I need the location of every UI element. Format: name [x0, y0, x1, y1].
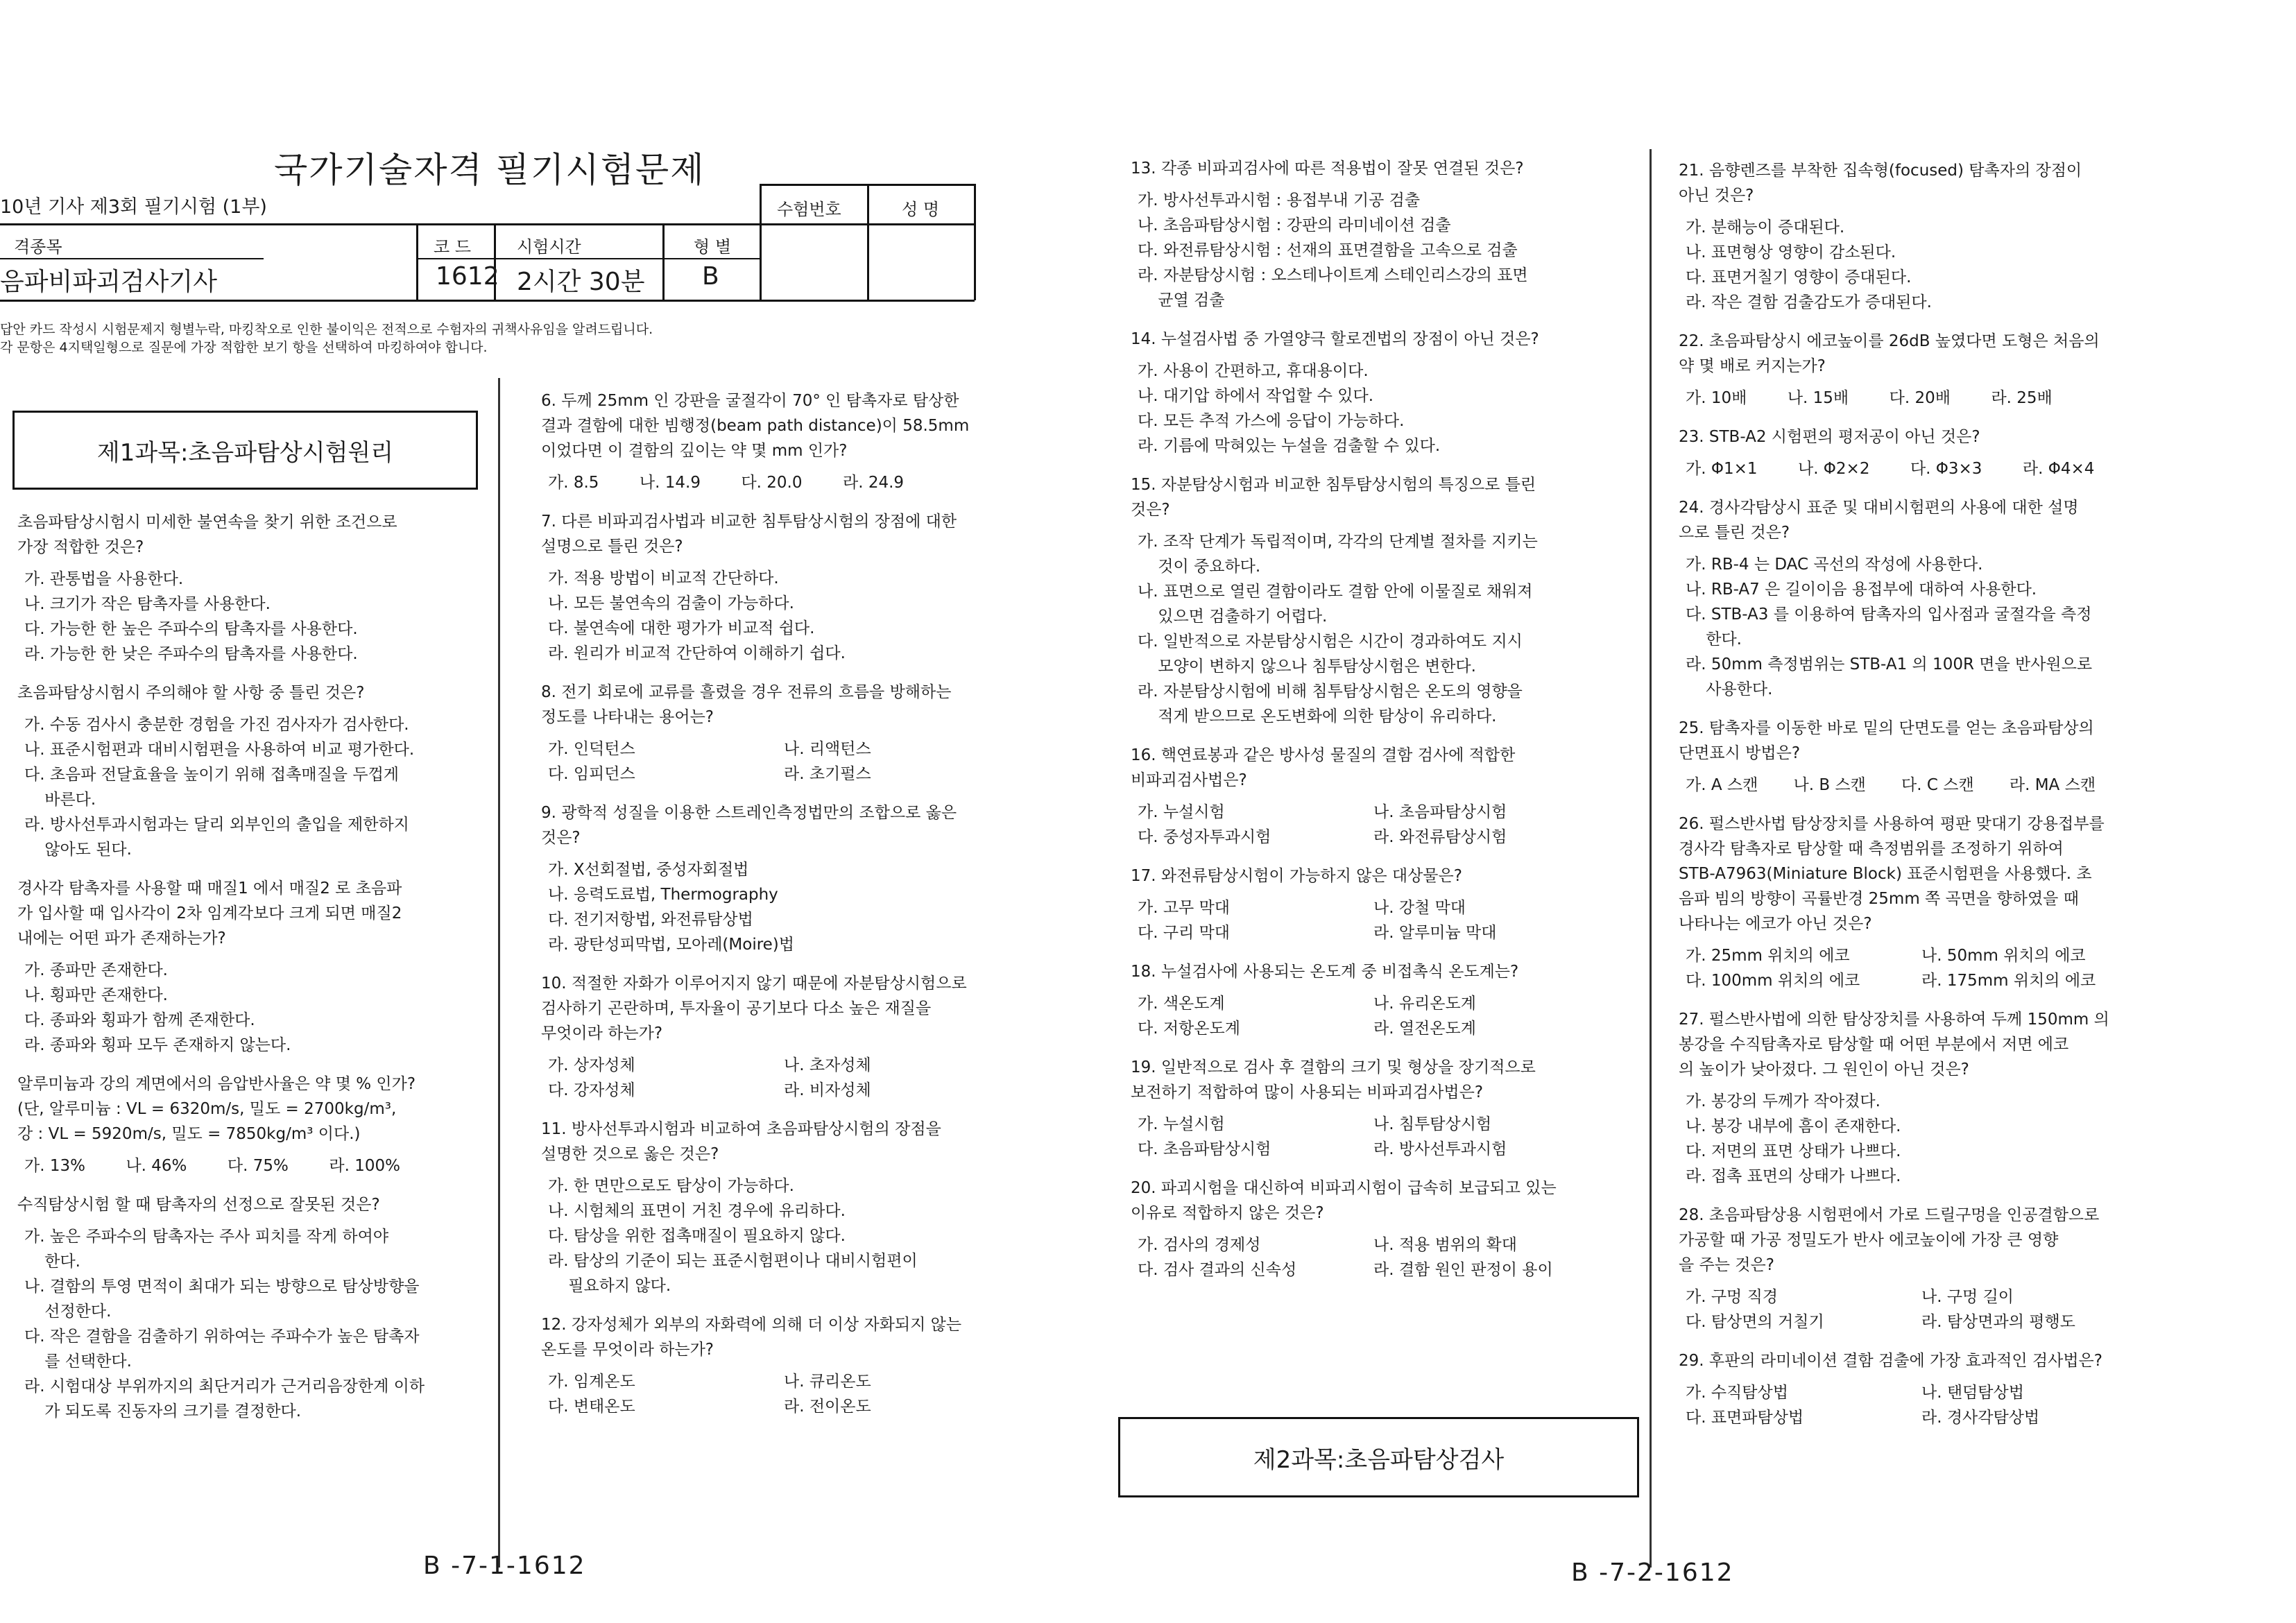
answer-option: 나. 봉강 내부에 흠이 존재한다. [1686, 1117, 1901, 1135]
answer-option: 다. 불연속에 대한 평가가 비교적 쉽다. [548, 619, 815, 637]
answer-option: 라. 175mm 위치의 에코 [1921, 972, 2096, 990]
answer-option: 한다. [24, 1253, 80, 1271]
question-item [541, 971, 1040, 1117]
answer-option: 가. 높은 주파수의 탐촉자는 주사 피치를 작게 하여야 [24, 1228, 389, 1246]
answer-option: 나. 구멍 길이 [1921, 1288, 2014, 1306]
answer-option: 다. 표면파탐상법 [1686, 1409, 1804, 1427]
question-stem-line: 7. 다른 비파괴검사법과 비교한 침투탐상시험의 장점에 대한 [541, 513, 957, 531]
question-item [17, 876, 489, 1072]
answer-option: 다. 탐상면의 거칠기 [1686, 1313, 1824, 1331]
answer-option: 가 되도록 진동자의 크기를 결정한다. [24, 1402, 302, 1420]
answer-option: 다. 모든 추적 가스에 응답이 가능하다. [1138, 412, 1405, 430]
answer-option: 다. 임피던스 [548, 765, 635, 783]
answer-option: 사용한다. [1686, 680, 1773, 698]
table-rule [760, 184, 762, 300]
answer-option: 다. 와전류탐상시험 : 선재의 표면결함을 고속으로 검출 [1138, 241, 1518, 259]
page2-footer: B -7-2-1612 [1571, 1558, 1734, 1587]
answer-option: 다. 저항온도계 [1138, 1020, 1240, 1038]
answer-option: 필요하지 않다. [548, 1277, 671, 1295]
answer-option: 다. 초음파 전달효율을 높이기 위해 접촉매질을 두껍게 [24, 766, 399, 784]
answer-option-row [1131, 825, 1634, 850]
answer-option: 나. 크기가 작은 탐촉자를 사용한다. [24, 595, 271, 613]
answer-option-row [1131, 895, 1634, 920]
answer-option: 균열 검출 [1138, 291, 1225, 309]
section2-title [1118, 1417, 1639, 1497]
section1-title [12, 411, 478, 490]
answer-option: 있으면 검출하기 어렵다. [1138, 608, 1328, 626]
answer-option: 한다. [1686, 630, 1742, 649]
question-stem-line: 강 : VL = 5920m/s, 밀도 = 7850kg/m³ 이다.) [17, 1125, 361, 1143]
answer-option: 라. 자분탐상시험에 비해 침투탐상시험은 온도의 영향을 [1138, 682, 1523, 701]
question-stem-line: 것은? [541, 829, 581, 847]
question-stem-line: 24. 경사각탐상시 표준 및 대비시험편의 사용에 대한 설명 [1679, 499, 2079, 517]
answer-option: 나. 탠덤탐상법 [1921, 1384, 2024, 1402]
question-stem-line: 17. 와전류탐상시험이 가능하지 않은 대상물은? [1131, 867, 1462, 885]
answer-option: 가. RB-4 는 DAC 곡선의 작성에 사용한다. [1686, 556, 1983, 574]
answer-option: 다. 중성자투과시험 [1138, 828, 1271, 846]
answer-option: 라. 자분탐상시험 : 오스테나이트계 스테인리스강의 표면 [1138, 266, 1528, 284]
question-stem-line: 내에는 어떤 파가 존재하는가? [17, 929, 226, 947]
answer-option-row [1131, 1112, 1634, 1137]
question-stem-line: 22. 초음파탐상시 에코높이를 26dB 높였다면 도형은 처음의 [1679, 332, 2100, 350]
question-stem-line: 아닌 것은? [1679, 187, 1754, 205]
question-stem-line: 26. 펄스반사법 탐상장치를 사용하여 평판 맞대기 강용접부를 [1679, 815, 2105, 833]
answer-option: 가. 누설시험 [1138, 803, 1225, 821]
answer-option: 가. 임계온도 [548, 1373, 635, 1391]
table-rule [0, 258, 264, 259]
answer-option: 가. 봉강의 두께가 작아졌다. [1686, 1092, 1881, 1110]
answer-option: 가. 관통법을 사용한다. [24, 570, 184, 588]
answer-option: 나. 50mm 위치의 에코 [1921, 947, 2086, 965]
answer-option-row [1131, 800, 1634, 825]
question-item [541, 388, 1040, 509]
question-stem-line: 봉강을 수직탐촉자로 탐상할 때 어떤 부분에서 저면 에코 [1679, 1036, 2069, 1054]
question-stem-line: 수직탐상시험 할 때 탐촉자의 선정으로 잘못된 것은? [17, 1196, 380, 1214]
answer-option: 라. 비자성체 [784, 1081, 871, 1099]
question-item [1679, 1348, 2185, 1444]
question-item [17, 1192, 489, 1438]
question-stem-line: 이었다면 이 결함의 깊이는 약 몇 mm 인가? [541, 442, 848, 460]
type-value: B [702, 262, 719, 291]
answer-option: 나. 초음파탐상시험 [1373, 803, 1507, 821]
answer-option: 나. 결함의 투영 면적이 최대가 되는 방향으로 탐상방향을 [24, 1278, 420, 1296]
answer-option-row [1131, 1257, 1634, 1282]
question-stem-line: (단, 알루미늄 : VL = 6320m/s, 밀도 = 2700kg/m³, [17, 1100, 397, 1118]
question-item [541, 1312, 1040, 1433]
question-stem-line: 초음파탐상시험시 미세한 불연속을 찾기 위한 조건으로 [17, 513, 397, 531]
question-item [1679, 158, 2185, 329]
answer-option: 라. 원리가 비교적 간단하여 이해하기 쉽다. [548, 644, 846, 662]
table-rule [0, 223, 975, 225]
notice-line-2: 각 문항은 4지택일형으로 질문에 가장 적합한 보기 항을 선택하여 마킹하여야 합니다. [0, 340, 488, 355]
answer-option: 다. 탐상을 위한 접촉매질이 필요하지 않다. [548, 1227, 846, 1245]
question-stem-line: 정도를 나타내는 용어는? [541, 708, 714, 726]
answer-option-row [1131, 920, 1634, 945]
question-stem-line: 을 주는 것은? [1679, 1256, 1774, 1274]
table-rule [662, 223, 665, 300]
question-item [1679, 329, 2185, 424]
answer-option: 다. 구리 막대 [1138, 924, 1231, 942]
answer-option: 나. 대기압 하에서 작업할 수 있다. [1138, 387, 1374, 405]
answer-option: 나. 응력도료법, Thermography [548, 886, 778, 904]
question-stem-line: 가공할 때 가공 정밀도가 반사 에코높이에 가장 큰 영향 [1679, 1231, 2059, 1249]
answer-option: 나. 초자성체 [784, 1056, 871, 1074]
answer-option: 나. 유리온도계 [1373, 995, 1476, 1013]
question-item [1131, 327, 1634, 472]
answer-option: 다. 표면거칠기 영향이 증대된다. [1686, 268, 1912, 286]
answer-option: 가. 색온도계 [1138, 995, 1225, 1013]
question-stem-line: 경사각 탐촉자를 사용할 때 매질1 에서 매질2 로 초음파 [17, 879, 402, 898]
question-item [17, 510, 489, 680]
answer-option: 다. 강자성체 [548, 1081, 635, 1099]
table-rule [416, 223, 418, 300]
answer-option: 라. 열전온도계 [1373, 1020, 1476, 1038]
answer-option: 다. 100mm 위치의 에코 [1686, 972, 1860, 990]
section2-label: 제2과목:초음파탐상검사 [1253, 1445, 1505, 1474]
answer-option: 나. 초음파탐상시험 : 강판의 라미네이션 검출 [1138, 216, 1451, 234]
question-stem-line: 나타나는 에코가 아닌 것은? [1679, 915, 1872, 933]
question-stem-line: 알루미늄과 강의 계면에서의 음압반사율은 약 몇 % 인가? [17, 1075, 416, 1093]
answer-option-row [1679, 1380, 2185, 1405]
answer-option: 가. 구멍 직경 [1686, 1288, 1779, 1306]
code-value: 1612 [436, 262, 499, 291]
answer-option: 나. 적용 범위의 확대 [1373, 1236, 1517, 1254]
question-stem-line: 16. 핵연료봉과 같은 방사성 물질의 결함 검사에 적합한 [1131, 746, 1516, 764]
question-item [1131, 959, 1634, 1055]
section1-label: 제1과목:초음파탐상시험원리 [96, 438, 394, 467]
answer-option: 나. 리액턴스 [784, 740, 871, 758]
answer-option-row [541, 737, 1040, 762]
question-stem-line: 6. 두께 25mm 인 강판을 굴절각이 70° 인 탐촉자로 탐상한 [541, 392, 959, 410]
answer-option-row [541, 1369, 1040, 1394]
answer-option: 라. 와전류탐상시험 [1373, 828, 1507, 846]
question-item [1679, 716, 2185, 812]
answer-option: 를 선택한다. [24, 1352, 132, 1371]
category-label: 격종목 [14, 237, 62, 257]
answer-option: 라. 탐상면과의 평행도 [1921, 1313, 2075, 1331]
question-item [541, 680, 1040, 800]
answer-option: 가. A 스캔 나. B 스캔 다. C 스캔 라. MA 스캔 [1686, 776, 2096, 794]
answer-option: 가. 한 면만으로도 탐상이 가능하다. [548, 1177, 794, 1195]
question-stem-line: 12. 강자성체가 외부의 자화력에 의해 더 이상 자화되지 않는 [541, 1316, 962, 1334]
question-stem-line: 검사하기 곤란하며, 투자율이 공기보다 다소 높은 재질을 [541, 999, 932, 1017]
answer-option-row [541, 1078, 1040, 1103]
answer-option: 라. 작은 결함 검출감도가 증대된다. [1686, 293, 1932, 311]
answer-option: 다. 작은 결함을 검출하기 위하여는 주파수가 높은 탐촉자 [24, 1328, 420, 1346]
answer-option: 나. 큐리온도 [784, 1373, 871, 1391]
answer-option: 나. 시험체의 표면이 거친 경우에 유리하다. [548, 1202, 846, 1220]
question-stem-line: 것은? [1131, 501, 1170, 519]
answer-option: 나. 횡파만 존재한다. [24, 986, 168, 1004]
exam-title: 국가기술자격 필기시험문제 [274, 150, 705, 190]
question-stem-line: 보전하기 적합하여 많이 사용되는 비파괴검사법은? [1131, 1083, 1484, 1101]
answer-option: 다. 저면의 표면 상태가 나쁘다. [1686, 1142, 1901, 1160]
question-stem-line: 으로 틀린 것은? [1679, 524, 1790, 542]
answer-option: 다. 변태온도 [548, 1398, 635, 1416]
category-value: 음파비파괴검사기사 [0, 268, 217, 296]
answer-option: 가. 고무 막대 [1138, 899, 1231, 917]
question-item [541, 509, 1040, 680]
question-stem-line: 20. 파괴시험을 대신하여 비파괴시험이 급속히 보급되고 있는 [1131, 1179, 1557, 1197]
question-item [1679, 1007, 2185, 1203]
answer-option: 라. 종파와 횡파 모두 존재하지 않는다. [24, 1036, 291, 1054]
answer-option: 가. 8.5 나. 14.9 다. 20.0 라. 24.9 [548, 474, 905, 492]
column-divider [498, 378, 500, 1568]
question-stem-line: 10. 적절한 자화가 이루어지지 않기 때문에 자분탐상시험으로 [541, 974, 967, 993]
table-rule [0, 300, 975, 302]
code-label: 코 드 [434, 237, 471, 257]
question-item [1131, 156, 1634, 327]
answer-option: 라. 전이온도 [784, 1398, 871, 1416]
answer-option: 가. 분해능이 증대된다. [1686, 218, 1845, 237]
answer-option-row [1131, 1137, 1634, 1162]
answer-option-row [1679, 968, 2185, 993]
question-stem-line: 음파 빔의 방향이 곡률반경 25mm 쪽 곡면을 향하였을 때 [1679, 890, 2079, 908]
question-stem-line: 약 몇 배로 커지는가? [1679, 357, 1826, 375]
answer-option: 다. 가능한 한 높은 주파수의 탐촉자를 사용한다. [24, 620, 358, 638]
answer-option: 라. 방사선투과시험 [1373, 1140, 1507, 1158]
question-item [1679, 812, 2185, 1007]
answer-option-row [541, 762, 1040, 787]
question-item [1131, 1176, 1634, 1296]
question-stem-line: 결과 결함에 대한 빔행정(beam path distance)이 58.5mm [541, 417, 970, 435]
answer-option-row [1679, 1405, 2185, 1430]
answer-option-row [1679, 943, 2185, 968]
answer-option: 라. 기름에 막혀있는 누설을 검출할 수 있다. [1138, 437, 1441, 455]
question-item [1679, 495, 2185, 716]
answer-option: 가. 13% 나. 46% 다. 75% 라. 100% [24, 1157, 400, 1175]
answer-option: 것이 중요하다. [1138, 558, 1261, 576]
answer-option: 선정한다. [24, 1303, 112, 1321]
answer-option-row [1131, 1016, 1634, 1041]
question-stem-line: 무엇이라 하는가? [541, 1024, 663, 1042]
question-item [1131, 1055, 1634, 1176]
question-item [1679, 1203, 2185, 1348]
answer-option: 나. 모든 불연속의 검출이 가능하다. [548, 594, 794, 612]
question-stem-line: 가 입사할 때 입사각이 2차 임계각보다 크게 되면 매질2 [17, 904, 402, 922]
answer-option: 가. 누설시험 [1138, 1115, 1225, 1133]
question-stem-line: 초음파탐상시험시 주의해야 할 사항 중 틀린 것은? [17, 684, 365, 702]
question-item [1131, 864, 1634, 959]
answer-option: 다. 초음파탐상시험 [1138, 1140, 1271, 1158]
type-label: 형 별 [694, 237, 731, 257]
question-stem-line: 설명으로 틀린 것은? [541, 538, 683, 556]
answer-option: 나. RB-A7 은 길이이음 용접부에 대하여 사용한다. [1686, 581, 2037, 599]
answer-option: 바른다. [24, 791, 96, 809]
answer-option: 라. 접촉 표면의 상태가 나쁘다. [1686, 1167, 1901, 1185]
answer-option: 않아도 된다. [24, 841, 132, 859]
question-stem-line: 설명한 것으로 옳은 것은? [541, 1145, 719, 1163]
question-stem-line: 27. 펄스반사법에 의한 탐상장치를 사용하여 두께 150mm 의 [1679, 1011, 2109, 1029]
answer-option-row [1131, 1233, 1634, 1257]
question-item [1131, 472, 1634, 743]
exam-number-label: 수험번호 [777, 200, 841, 219]
question-stem-line: 온도를 무엇이라 하는가? [541, 1341, 714, 1359]
answer-option-row [541, 1053, 1040, 1078]
question-stem-line: 가장 적합한 것은? [17, 538, 144, 556]
answer-option: 다. 종파와 횡파가 함께 존재한다. [24, 1011, 255, 1029]
answer-option: 가. 조작 단계가 독립적이며, 각각의 단계별 절차를 지키는 [1138, 533, 1538, 551]
answer-option: 라. 가능한 한 낮은 주파수의 탐촉자를 사용한다. [24, 645, 358, 663]
answer-option: 라. 탐상의 기준이 되는 표준시험편이나 대비시험편이 [548, 1252, 918, 1270]
questions-column-1 [17, 510, 489, 1438]
question-stem-line: 18. 누설검사에 사용되는 온도계 중 비접촉식 온도계는? [1131, 963, 1519, 981]
question-stem-line: 8. 전기 회로에 교류를 흘렸을 경우 전류의 흐름을 방해하는 [541, 683, 952, 701]
answer-option: 라. 시험대상 부위까지의 최단거리가 근거리음장한계 이하 [24, 1377, 425, 1396]
questions-column-2 [541, 388, 1040, 1433]
answer-option: 라. 경사각탐상법 [1921, 1409, 2040, 1427]
answer-option: 가. 수직탐상법 [1686, 1384, 1788, 1402]
answer-option: 모양이 변하지 않으나 침투탐상시험은 변한다. [1138, 658, 1476, 676]
question-stem-line: 11. 방사선투과시험과 비교하여 초음파탐상시험의 장점을 [541, 1120, 941, 1138]
question-stem-line: 14. 누설검사법 중 가열양극 할로겐법의 장점이 아닌 것은? [1131, 330, 1539, 348]
name-label: 성 명 [902, 200, 939, 219]
question-stem-line: 경사각 탐촉자로 탐상할 때 측정범위를 조정하기 위하여 [1679, 840, 2064, 858]
question-stem-line: 28. 초음파탐상용 시험편에서 가로 드릴구멍을 인공결함으로 [1679, 1206, 2100, 1224]
question-stem-line: 21. 음향렌즈를 부착한 집속형(focused) 탐촉자의 장점이 [1679, 162, 2082, 180]
question-stem-line: 이유로 적합하지 않은 것은? [1131, 1204, 1324, 1222]
answer-option: 나. 표면으로 열린 결함이라도 결함 안에 이물질로 채워져 [1138, 583, 1533, 601]
answer-option-row [1131, 991, 1634, 1016]
answer-option: 가. 사용이 간편하고, 휴대용이다. [1138, 362, 1369, 380]
answer-option: 라. 광탄성피막법, 모아레(Moire)법 [548, 936, 794, 954]
notice-line-1: 답안 카드 작성시 시험문제지 형별누락, 마킹착오로 인한 불이익은 전적으로 수험자의 귀책사유임을 알려드립니다. [0, 322, 653, 337]
question-stem-line: 25. 탐촉자를 이동한 바로 밑의 단면도를 얻는 초음파탐상의 [1679, 719, 2094, 737]
answer-option: 가. X선회절법, 중성자회절법 [548, 861, 749, 879]
answer-option: 가. 인덕턴스 [548, 740, 635, 758]
time-label: 시험시간 [517, 237, 581, 257]
table-rule [416, 258, 760, 259]
answer-option: 다. 검사 결과의 신속성 [1138, 1261, 1297, 1279]
answer-option: 라. 50mm 측정범위는 STB-A1 의 100R 면을 반사원으로 [1686, 655, 2093, 673]
answer-option: 나. 표면형상 영향이 감소된다. [1686, 243, 1896, 261]
answer-option: 가. 10배 나. 15배 다. 20배 라. 25배 [1686, 389, 2053, 407]
answer-option: 라. 알루미늄 막대 [1373, 924, 1497, 942]
answer-option: 적게 받으므로 온도변화에 의한 탐상이 유리하다. [1138, 707, 1497, 725]
answer-option: 나. 표준시험편과 대비시험편을 사용하여 비교 평가한다. [24, 741, 415, 759]
question-stem-line: 비파괴검사법은? [1131, 771, 1247, 789]
answer-option: 나. 침투탐상시험 [1373, 1115, 1492, 1133]
question-item [541, 1117, 1040, 1312]
answer-option: 가. 종파만 존재한다. [24, 961, 168, 979]
exam-subtitle: 10년 기사 제3회 필기시험 (1부) [0, 196, 267, 218]
question-stem-line: 29. 후판의 라미네이션 결함 검출에 가장 효과적인 검사법은? [1679, 1352, 2102, 1370]
question-stem-line: 단면표시 방법은? [1679, 744, 1801, 762]
question-stem-line: 9. 광학적 성질을 이용한 스트레인측정법만의 조합으로 옳은 [541, 804, 957, 822]
question-stem-line: 15. 자분탐상시험과 비교한 침투탐상시험의 특징으로 틀린 [1131, 476, 1536, 494]
answer-option: 가. 적용 방법이 비교적 간단하다. [548, 569, 779, 587]
answer-option: 라. 결함 원인 판정이 용이 [1373, 1261, 1553, 1279]
answer-option: 라. 방사선투과시험과는 달리 외부인의 출입을 제한하지 [24, 816, 409, 834]
question-item [541, 800, 1040, 971]
question-stem-line: 19. 일반적으로 검사 후 결함의 크기 및 형상을 장기적으로 [1131, 1058, 1536, 1076]
answer-option-row [1679, 1285, 2185, 1309]
question-stem-line: 13. 각종 비파괴검사에 따른 적용법이 잘못 연결된 것은? [1131, 160, 1524, 178]
answer-option: 다. STB-A3 를 이용하여 탐촉자의 입사점과 굴절각을 측정 [1686, 606, 2092, 624]
question-item [1131, 743, 1634, 864]
question-stem-line: 23. STB-A2 시험편의 평저공이 아닌 것은? [1679, 428, 1980, 446]
answer-option: 가. 검사의 경제성 [1138, 1236, 1261, 1254]
answer-option: 가. 상자성체 [548, 1056, 635, 1074]
answer-option: 가. 25mm 위치의 에코 [1686, 947, 1850, 965]
question-item [17, 680, 489, 876]
answer-option: 라. 초기펄스 [784, 765, 871, 783]
answer-option-row [1679, 1309, 2185, 1334]
column-divider [1650, 149, 1652, 1568]
questions-column-4 [1679, 158, 2185, 1444]
question-item [1679, 424, 2185, 495]
answer-option: 다. 전기저항법, 와전류탐상법 [548, 911, 753, 929]
question-item [17, 1072, 489, 1192]
table-rule [974, 184, 976, 300]
question-stem-line: 의 높이가 낮아졌다. 그 원인이 아닌 것은? [1679, 1060, 1969, 1079]
page1-footer: B -7-1-1612 [423, 1552, 586, 1580]
questions-column-3 [1131, 156, 1634, 1296]
answer-option: 나. 강철 막대 [1373, 899, 1466, 917]
question-stem-line: STB-A7963(Miniature Block) 표준시험편을 사용했다. 초 [1679, 865, 2092, 883]
table-rule [867, 184, 869, 300]
answer-option: 가. 수동 검사시 충분한 경험을 가진 검사자가 검사한다. [24, 716, 409, 734]
time-value: 2시간 30분 [517, 268, 645, 296]
answer-option: 가. 방사선투과시험 : 용접부내 기공 검출 [1138, 191, 1421, 209]
answer-option: 다. 일반적으로 자분탐상시험은 시간이 경과하여도 지시 [1138, 633, 1523, 651]
answer-option-row [541, 1394, 1040, 1419]
answer-option: 가. Φ1×1 나. Φ2×2 다. Φ3×3 라. Φ4×4 [1686, 460, 2095, 478]
